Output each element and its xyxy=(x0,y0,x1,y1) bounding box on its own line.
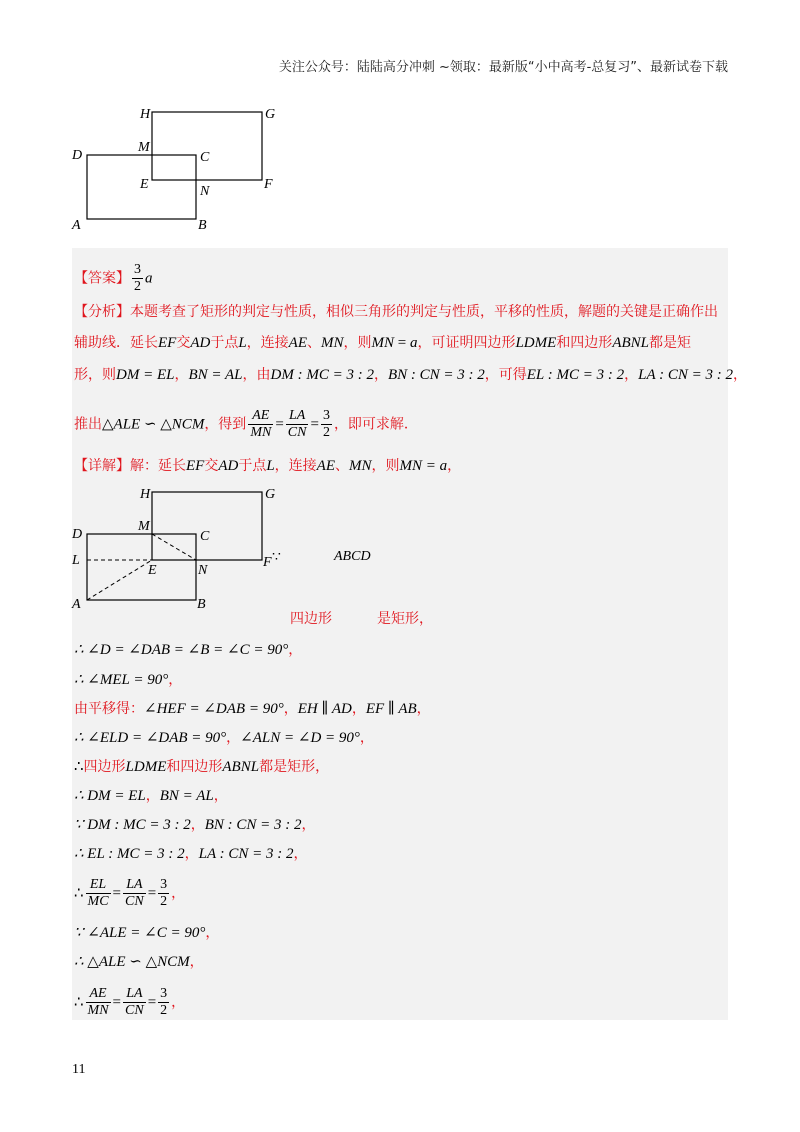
label-c: C xyxy=(200,150,210,165)
because-symbol: ∵ xyxy=(272,550,281,565)
detail-step-7: ∵ DM : MC = 3 : 2，BN : CN = 3 : 2， xyxy=(74,817,316,833)
detail-step-1: ∴ ∠D = ∠DAB = ∠B = ∠C = 90°， xyxy=(74,642,303,658)
rect-efgh xyxy=(152,112,262,180)
label-g: G xyxy=(265,487,276,502)
analysis-line-1: 【分析】本题考查了矩形的判定与性质，相似三角形的判定与性质，平移的性质，解题的关键是正确作出 xyxy=(74,304,718,320)
detail-step-6: ∴ DM = EL，BN = AL， xyxy=(74,788,228,804)
label-a: A xyxy=(72,597,81,612)
detail-step-8: ∴ EL : MC = 3 : 2，LA : CN = 3 : 2， xyxy=(74,846,308,862)
rect-efgh xyxy=(152,492,262,560)
label-a: A xyxy=(72,218,81,232)
label-n: N xyxy=(198,563,208,578)
label-f: F xyxy=(264,177,273,192)
analysis-line-3: 形，则DM = EL，BN = AL，由DM : MC = 3 : 2，BN : CN = 3 : 2，可得EL : MC = 3 : 2，LA : CN = 3 : 2， xyxy=(74,367,747,383)
abcd-label: ABCD xyxy=(334,549,371,564)
detail-quadrilateral-text: 四边形 xyxy=(290,611,332,627)
answer-fraction: $\frac{3}{2}$ xyxy=(134,262,141,294)
detail-step-3: 由平移得：∠HEF = ∠DAB = 90°，EH ∥ AD，EF ∥ AB， xyxy=(74,701,431,717)
label-h: H xyxy=(140,487,151,502)
label-h: H xyxy=(140,107,151,122)
answer-tag: 【答案】 xyxy=(74,270,130,287)
detail-step-10: ∵ ∠ALE = ∠C = 90°， xyxy=(74,925,220,941)
label-e: E xyxy=(148,563,157,578)
geometry-figure-2 xyxy=(70,482,290,612)
label-m: M xyxy=(138,519,150,534)
label-d: D xyxy=(72,148,83,163)
label-f: F xyxy=(263,555,272,570)
answer-line xyxy=(74,262,153,295)
dashed-line-ae xyxy=(87,560,152,600)
detail-is-rectangle-text: 是矩形， xyxy=(377,611,433,627)
label-b: B xyxy=(198,218,207,232)
label-n: N xyxy=(200,184,210,199)
dashed-line-mn xyxy=(152,534,196,560)
detail-step-2: ∴ ∠MEL = 90°， xyxy=(74,672,183,688)
detail-step-9: ∴ $\frac{EL}{MC}$ = $\frac{LA}{CN}$ = $\frac{3}{2}$ ， xyxy=(74,877,186,909)
detail-step-12: ∴ $\frac{AE}{MN}$ = $\frac{LA}{CN}$ = $\frac{3}{2}$ ， xyxy=(74,986,186,1018)
label-l: L xyxy=(72,553,80,568)
detail-step-11: ∴ △ALE ∽ △NCM， xyxy=(74,954,204,970)
label-e: E xyxy=(140,177,149,192)
page-header: 关注公众号：陆陆高分冲刺 ~领取：最新版“小中高考-总复习”、最新试卷下载 xyxy=(278,60,728,75)
label-m: M xyxy=(138,140,150,155)
label-b: B xyxy=(197,597,206,612)
detail-step-4: ∴ ∠ELD = ∠DAB = 90°，∠ALN = ∠D = 90°， xyxy=(74,730,374,746)
label-g: G xyxy=(265,107,276,122)
label-d: D xyxy=(72,527,83,542)
detail-line-1: 【详解】解：延长EF交AD于点L，连接AE、MN，则MN = a， xyxy=(74,458,462,474)
analysis-line-2: 辅助线．延长EF交AD于点L，连接AE、MN，则MN = a，可证明四边形LDME和四边形ABNL都是矩 xyxy=(74,335,691,351)
analysis-line-4: 推出△ALE ∽ △NCM，得到 $\frac{AE}{MN}$ = $\frac{LA}{CN}$ = $\frac{3}{2}$ ，即可求解． xyxy=(74,408,418,440)
detail-step-5: ∴四边形LDME和四边形ABNL都是矩形， xyxy=(74,759,330,775)
page-number: 11 xyxy=(72,1062,86,1077)
geometry-figure-1 xyxy=(70,102,290,232)
label-c: C xyxy=(200,529,210,544)
answer-variable: a xyxy=(145,270,153,287)
